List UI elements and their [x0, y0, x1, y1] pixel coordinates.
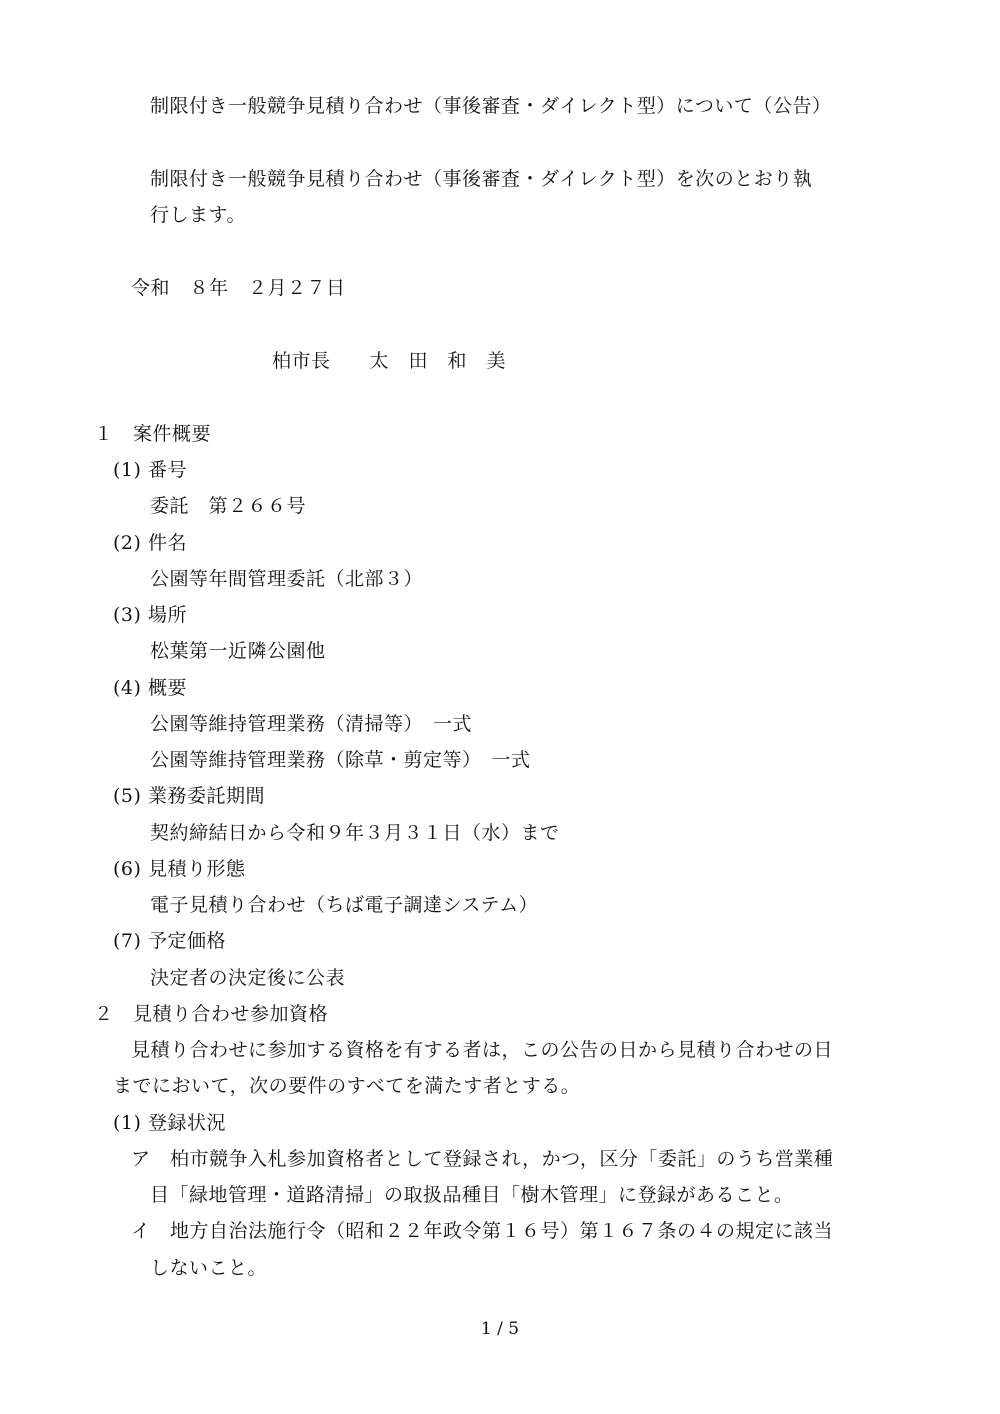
item6-label: (6) 見積り形態 — [113, 858, 246, 880]
requirement-a-line1: ア 柏市競争入札参加資格者として登録され，かつ，区分「委託」のうち営業種 — [131, 1148, 834, 1170]
item5-label: (5) 業務委託期間 — [113, 785, 265, 807]
notice-title: 制限付き一般競争見積り合わせ（事後審査・ダイレクト型）について（公告） — [150, 95, 832, 117]
item7-value: 決定者の決定後に公表 — [150, 967, 346, 989]
section2-heading: ２ 見積り合わせ参加資格 — [94, 1003, 329, 1025]
item4-label: (4) 概要 — [113, 677, 187, 699]
section2-para-line2: までにおいて，次の要件のすべてを満たす者とする。 — [113, 1075, 581, 1097]
item3-value: 松葉第一近隣公園他 — [150, 640, 326, 662]
item1-label: (1) 番号 — [113, 459, 187, 481]
issuer-name: 柏市長 太 田 和 美 — [272, 350, 507, 372]
page-number: 1 / 5 — [480, 1319, 520, 1339]
item7-label: (7) 予定価格 — [113, 930, 226, 952]
intro-text-line2: 行します。 — [150, 204, 246, 226]
item4-value1: 公園等維持管理業務（清掃等） 一式 — [150, 713, 473, 735]
item3-label: (3) 場所 — [113, 604, 187, 626]
item5-value: 契約締結日から令和９年３月３１日（水）まで — [150, 822, 560, 844]
requirement-i-line2: しないこと。 — [150, 1257, 268, 1279]
item2-value: 公園等年間管理委託（北部３） — [150, 568, 424, 590]
section2-para-line1: 見積り合わせに参加する資格を有する者は，この公告の日から見積り合わせの日 — [131, 1039, 834, 1061]
item2-label: (2) 件名 — [113, 532, 187, 554]
item1-value: 委託 第２６６号 — [150, 495, 307, 517]
intro-text-line1: 制限付き一般競争見積り合わせ（事後審査・ダイレクト型）を次のとおり執 — [150, 168, 813, 190]
item6-value: 電子見積り合わせ（ちば電子調達システム） — [150, 894, 539, 916]
requirement-a-line2: 目「緑地管理・道路清掃」の取扱品種目「樹木管理」に登録があること。 — [150, 1184, 794, 1206]
requirement-i-line1: イ 地方自治法施行令（昭和２２年政令第１６号）第１６７条の４の規定に該当 — [131, 1220, 834, 1242]
section2-item1-label: (1) 登録状況 — [113, 1112, 226, 1134]
section1-heading: １ 案件概要 — [94, 423, 212, 445]
notice-date: 令和 ８年 ２月２７日 — [131, 277, 346, 299]
item4-value2: 公園等維持管理業務（除草・剪定等） 一式 — [150, 749, 531, 771]
